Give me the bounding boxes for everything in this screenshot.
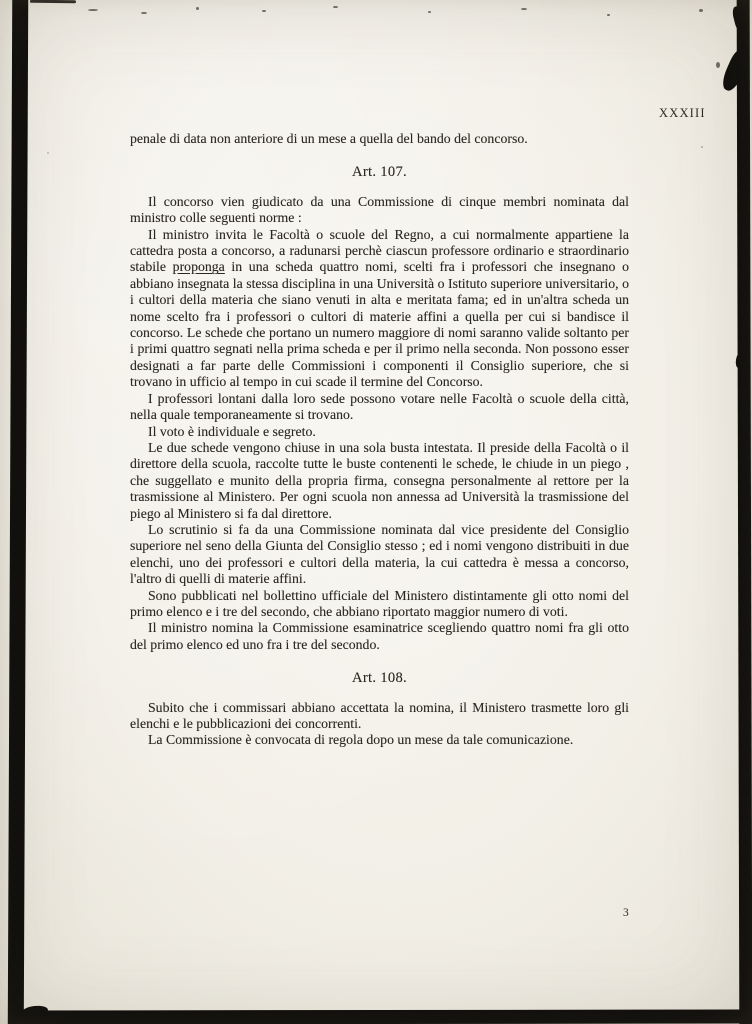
scan-speckle bbox=[47, 152, 49, 154]
scan-speckle bbox=[607, 14, 610, 16]
paragraph: Il voto è individuale e segreto. bbox=[148, 423, 316, 439]
scan-speckle bbox=[196, 7, 199, 10]
paragraph: Lo scrutinio si fa da una Commissione nominata dal vice presidente del Consiglio superiore nel seno della Giunta del Consiglio stesso ; ed i nomi vengono distribuiti in due elenchi, uno dei professori e cultori della materia, la cui cattedra è messa a concorso, l'altro di quelli di materie affini. bbox=[130, 521, 629, 587]
scan-speckle bbox=[701, 146, 703, 148]
text-body bbox=[130, 131, 629, 749]
paragraph bbox=[130, 227, 629, 391]
paragraph: I professori lontani dalla loro sede possono votare nelle Facoltà o scuole della città, nella quale temporaneamente si trovano. bbox=[130, 390, 629, 423]
scan-speckle bbox=[428, 11, 431, 13]
paragraph: Subito che i commissari abbiano accettata la nomina, il Ministero trasmette loro gli elenchi e le pubblicazioni dei concorrenti. bbox=[130, 699, 629, 731]
footer-page-number: 3 bbox=[623, 907, 629, 919]
paragraph-text: Il ministro invita le Facoltà o scuole del Regno, a cui normalmente appartiene la cattedra posta a concorso, a radunarsi perchè ciascun professore ordinario e straordinario stabile bbox=[130, 226, 629, 275]
paragraph: Le due schede vengono chiuse in una sola busta intestata. Il preside della Facoltà o il direttore della scuola, raccolte tutte le buste contenenti le schede, le chiude in un piego , che suggellato e munito della propria firma, consegna personalmente al rettore per la trasmissione al Ministero. Per ogni scuola non annessa ad Università la trasmissione del piego al Ministero si fa dal direttore. bbox=[130, 439, 629, 521]
scan-speckle bbox=[262, 10, 266, 12]
scan-speckle bbox=[716, 62, 720, 68]
heading-art-108: Art. 108. bbox=[352, 670, 407, 687]
header-page-number: XXXIII bbox=[659, 106, 706, 120]
paragraph-continuation: penale di data non anteriore di un mese a quella del bando del concorso. bbox=[130, 131, 528, 146]
paragraph-text: in una scheda quattro nomi, scelti fra i professori che insegnano o abbiano insegnata la stessa disciplina in una Università o Istituto superiore universitario, o i cultori della materia che siano venuti in alta e meritata fama; ed in un'altra scheda un nome scelto fra i professori o cultori di materie affini a quella per cui si bandisce il concorso. Le schede che portano un numero maggiore di nomi saranno valide soltanto per i primi quattro segnati nella prima scheda e per il primo nella seconda. Non possono esser designati a far parte delle Commissioni i componenti il Consiglio superiore, che si trovano in ufficio al tempo in cui scade il termine del Concorso. bbox=[130, 259, 629, 390]
scan-speckle bbox=[88, 9, 98, 11]
scan-edge-right bbox=[737, 0, 752, 1024]
paragraph: Il concorso vien giudicato da una Commissione di cinque membri nominata dal ministro colle seguenti norme : bbox=[130, 193, 629, 226]
scan-speckle bbox=[333, 6, 338, 8]
scan-speckle bbox=[141, 12, 147, 14]
scan-edge-bottom bbox=[12, 1009, 746, 1024]
scan-speckle bbox=[30, 0, 76, 3]
underlined-word: proponga bbox=[172, 259, 225, 275]
paragraph: Sono pubblicati nel bollettino ufficiale del Ministero distintamente gli otto nomi del primo elenco e i tre del secondo, che abbiano riportato maggior numero di voti. bbox=[130, 587, 629, 619]
paragraph: La Commissione è convocata di regola dopo un mese da tale comunicazione. bbox=[148, 732, 574, 748]
scan-edge-left bbox=[8, 0, 29, 1024]
scan-speckle bbox=[521, 8, 527, 10]
paragraph: Il ministro nomina la Commissione esaminatrice scegliendo quattro nomi fra gli otto del primo elenco ed uno fra i tre del secondo. bbox=[130, 620, 629, 652]
scan-speckle bbox=[699, 9, 703, 12]
heading-art-107: Art. 107. bbox=[352, 164, 407, 181]
